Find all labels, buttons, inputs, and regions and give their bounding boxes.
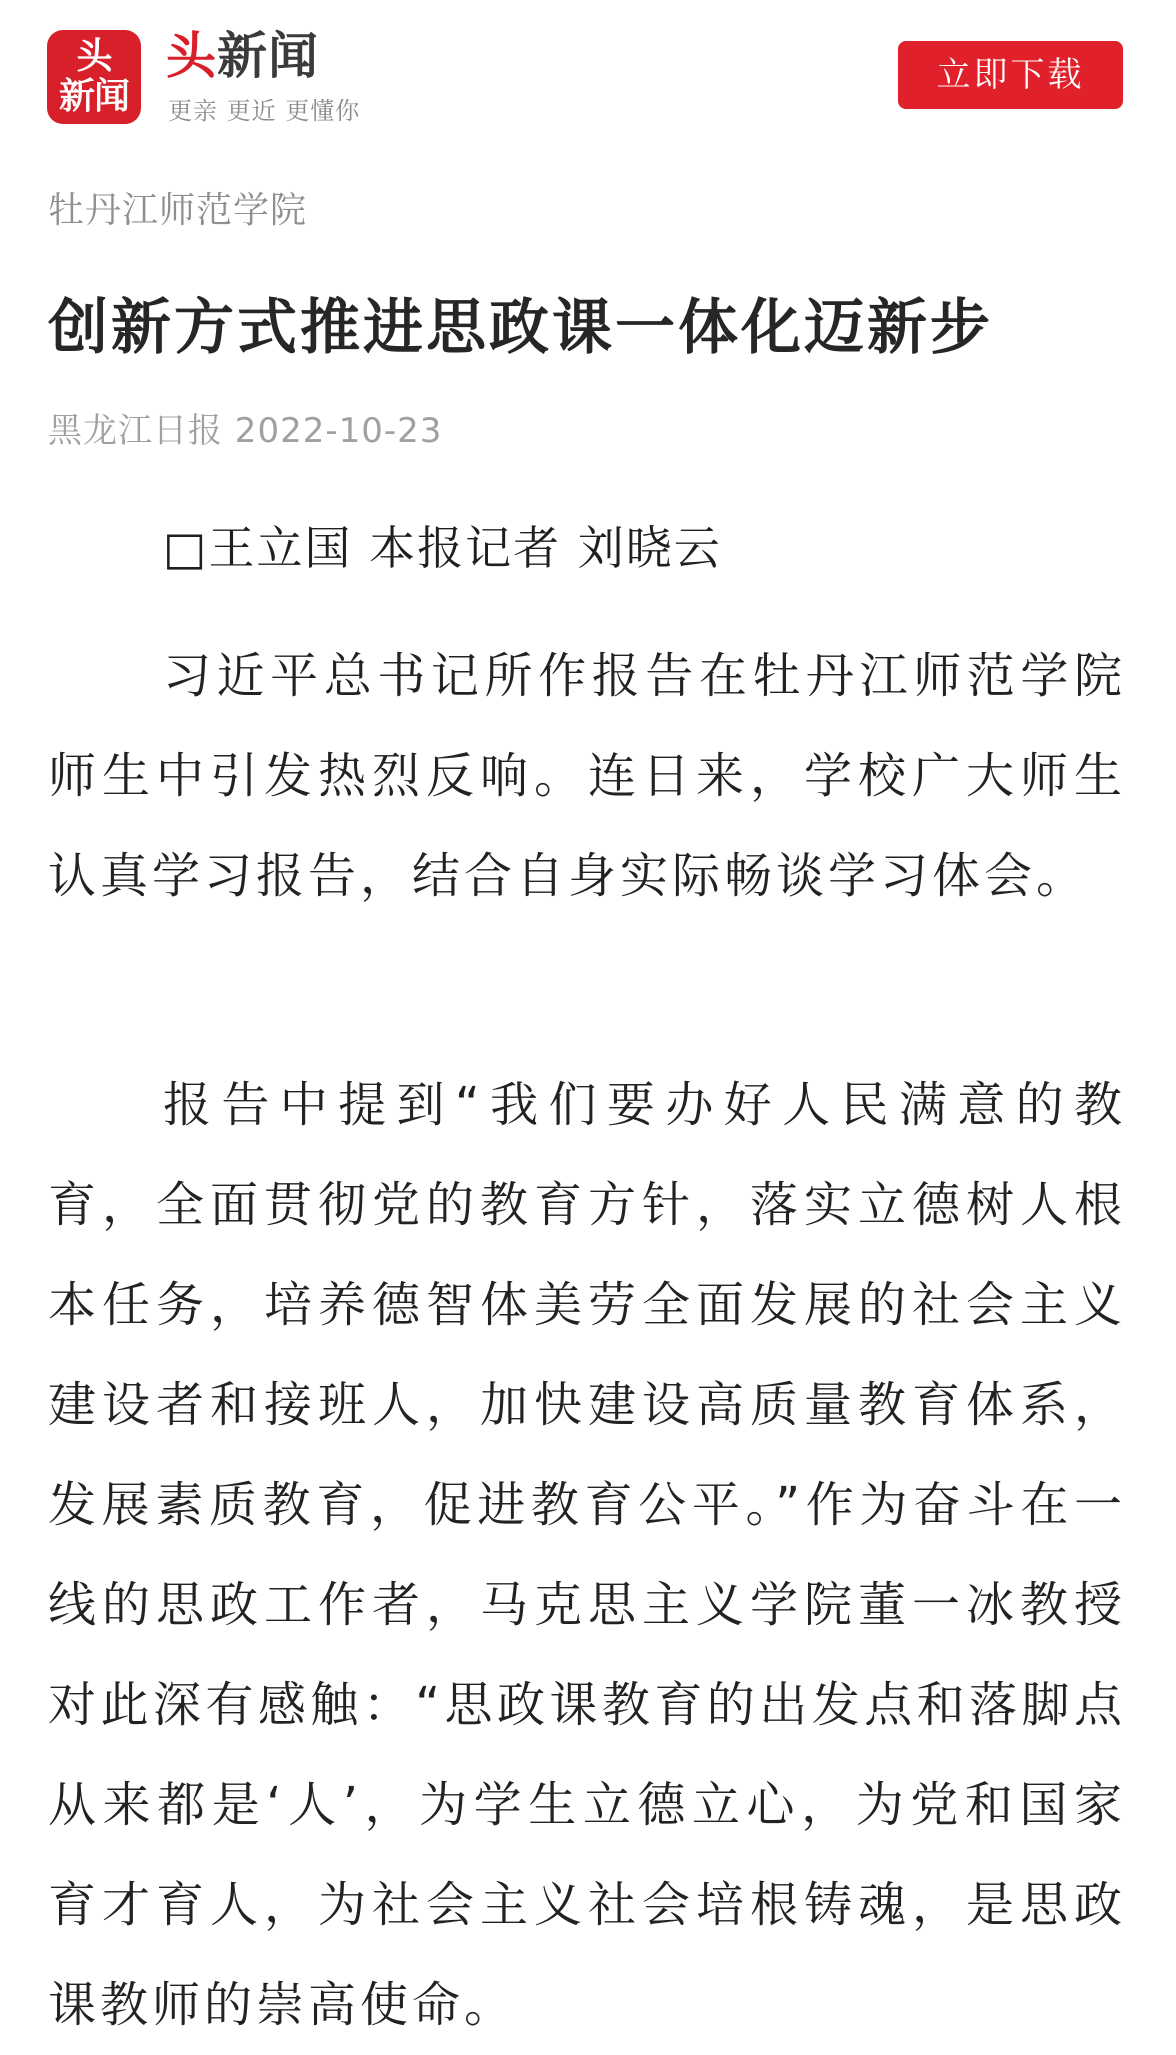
app-logo-line1: 头 <box>76 36 112 77</box>
app-logo-icon[interactable] <box>47 30 141 124</box>
brand-name-red: 头 <box>166 27 217 85</box>
article-title: 创新方式推进思政课一体化迈新步 <box>48 293 993 363</box>
article-source[interactable]: 牡丹江师范学院 <box>48 190 308 231</box>
article-paragraph: 习近平总书记所作报告在牡丹江师范学院师生中引发热烈反响。连日来，学校广大师生认真学习报告，结合自身实际畅谈学习体会。 <box>48 648 1126 904</box>
app-header <box>0 0 1176 150</box>
download-button[interactable]: 立即下载 <box>898 41 1123 109</box>
article-meta: 黑龙江日报 2022-10-23 <box>48 411 443 451</box>
app-logo-line2: 新闻 <box>58 76 129 117</box>
article-paragraph: 报告中提到“我们要办好人民满意的教育，全面贯彻党的教育方针，落实立德树人根本任务，培养德智体美劳全面发展的社会主义建设者和接班人，加快建设高质量教育体系，发展素质教育，促进教育公平。”作为奋斗在一线的思政工作者，马克思主义学院董一冰教授对此深有感触：“思政课教育的出发点和落脚点从来都是‘人’，为学生立德立心，为党和国家育才育人，为社会主义社会培根铸魂，是思政课教师的崇高使命。 <box>48 1077 1126 2033</box>
brand-slogan: 更亲 更近 更懂你 <box>168 97 361 125</box>
article-byline: □王立国 本报记者 刘晓云 <box>163 521 722 575</box>
brand-name-dark: 新闻 <box>217 27 319 85</box>
brand-name <box>166 26 319 86</box>
